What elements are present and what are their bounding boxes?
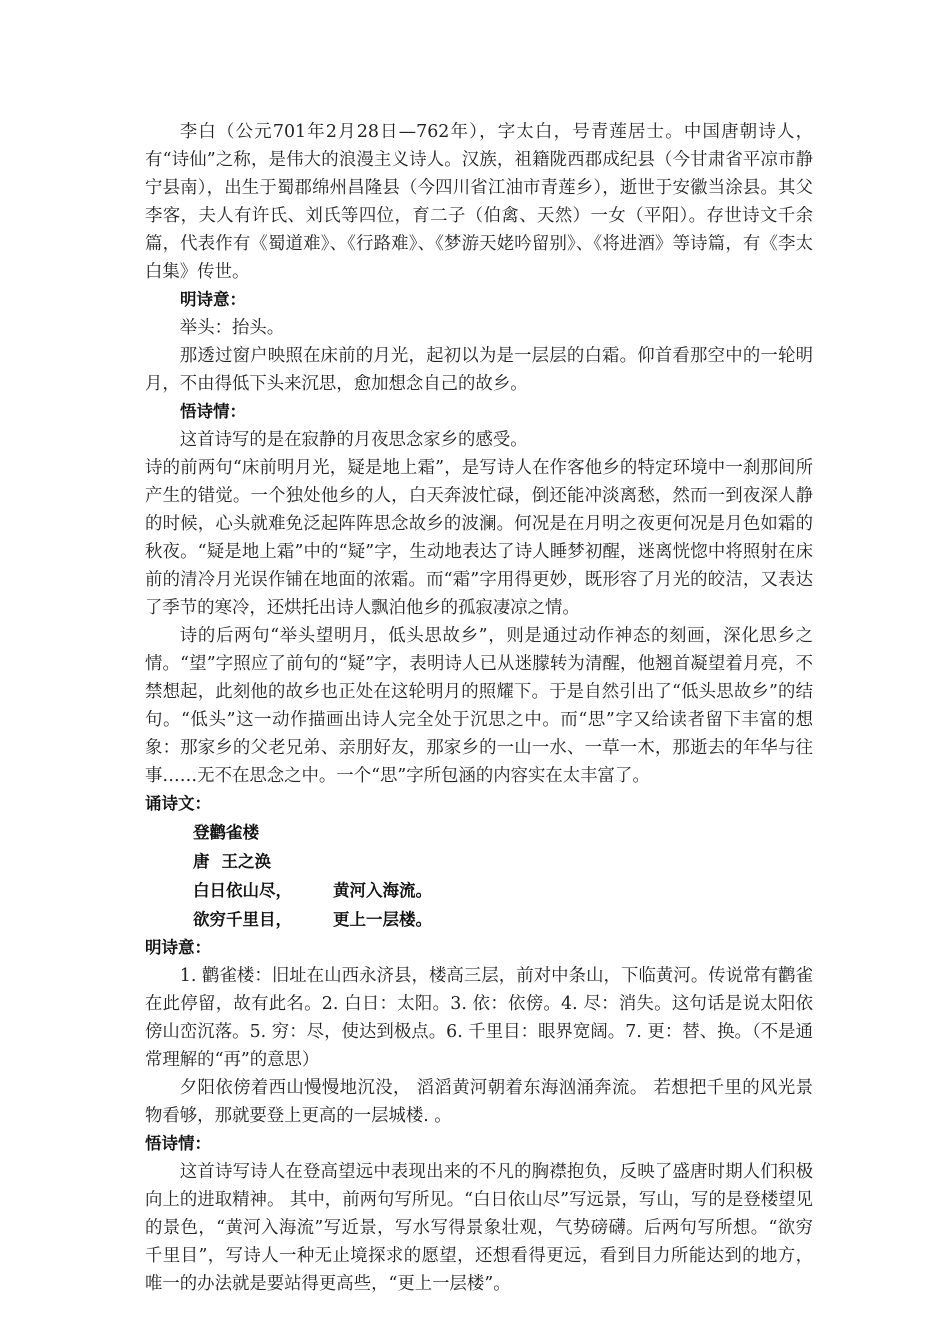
heading-meaning-1: 明诗意： <box>180 290 246 309</box>
poem-poet: 王之涣 <box>221 852 271 871</box>
feeling-paragraph-2: 诗的后两句“举头望明月，低头思故乡”，则是通过动作神态的刻画，深化思乡之情。“望”字照应了前句的“疑”字，表明诗人已从迷朦转为清醒，他翘首凝望着月亮，不禁想起，此刻他的故乡也正处在这轮明月的照耀下。于是自然引出了“低头思故乡”的结句。“低头”这一动作描画出诗人完全处于沉思之中。而“思”字又给读者留下丰富的想象：那家乡的父老兄弟、亲朋好友，那家乡的一山一水、一草一木，那逝去的年华与往事……无不在思念之中。一个“思”字所包涵的内容实在太丰富了。 <box>145 626 813 786</box>
poem-dynasty: 唐 <box>193 852 210 871</box>
intro-paragraph: 李白（公元701年2月28日—762年），字太白，号青莲居士。中国唐朝诗人，有“诗仙”之称，是伟大的浪漫主义诗人。汉族，祖籍陇西郡成纪县（今甘肃省平凉市静宁县南），出生于蜀郡绵州昌隆县（今四川省江油市青莲乡），逝世于安徽当涂县。其父李客，夫人有许氏、刘氏等四位，育二子（伯禽、天然）一女（平阳）。存世诗文千余篇，代表作有《蜀道难》、《行路难》、《梦游天姥吟留别》、《将进酒》等诗篇，有《李太白集》传世。 <box>145 122 813 282</box>
feeling-paragraph-3: 这首诗写诗人在登高望远中表现出来的不凡的胸襟抱负，反映了盛唐时期人们积极向上的进取精神。 其中，前两句写所见。“白日依山尽”写远景，写山，写的是登楼望见的景色，“黄河入海流”写近景，写水写得景象壮观，气势磅礴。后两句写所想。“欲穷千里目”，写诗人一种无止境探求的愿望，还想看得更远，看到目力所能达到的地方，唯一的办法就是要站得更高些，“更上一层楼”。 <box>145 1162 813 1294</box>
document-page <box>145 118 813 1298</box>
poem-line-2 <box>145 905 813 934</box>
feeling-paragraph-1: 诗的前两句“床前明月光，疑是地上霜”，是写诗人在作客他乡的特定环境中一刹那间所产生的错觉。一个独处他乡的人，白天奔波忙碌，倒还能冲淡离愁，然而一到夜深人静的时候，心头就难免泛起阵阵思念故乡的波澜。何况是在月明之夜更何况是月色如霜的秋夜。“疑是地上霜”中的“疑”字，生动地表达了诗人睡梦初醒，迷离恍惚中将照射在床前的清冷月光误作铺在地面的浓霜。而“霜”字用得更妙，既形容了月光的皎洁，又表达了季节的寒冷，还烘托出诗人飘泊他乡的孤寂凄凉之情。 <box>145 458 813 618</box>
feeling-intro-paragraph: 这首诗写的是在寂静的月夜思念家乡的感受。 <box>179 430 528 450</box>
heading-meaning-2: 明诗意： <box>145 938 211 957</box>
poem-title: 登鹳雀楼 <box>193 823 259 842</box>
poem-line-2-second: 更上一层楼。 <box>333 910 432 929</box>
heading-recite: 诵诗文： <box>145 794 211 813</box>
heading-feeling-2: 悟诗情： <box>145 1134 211 1153</box>
poem-line-2-first: 欲穷千里目， <box>193 910 292 929</box>
poem-author-line <box>145 847 813 876</box>
poem-line-1-first: 白日依山尽， <box>193 881 292 900</box>
poem-line-1 <box>145 876 813 905</box>
notes-paragraph-2: 1. 鹳雀楼：旧址在山西永济县，楼高三层，前对中条山，下临黄河。传说常有鹳雀在此停留，故有此名。2. 白日：太阳。3. 依：依傍。4. 尽：消失。这句话是说太阳依傍山峦沉落。5. 穷：尽，使达到极点。6. 千里目：眼界宽阔。7. 更：替、换。（不是通常理解的“再”的意思） <box>145 966 813 1070</box>
heading-feeling-1: 悟诗情： <box>180 402 246 421</box>
translation-paragraph-2: 夕阳依傍着西山慢慢地沉没， 滔滔黄河朝着东海汹涌奔流。 若想把千里的风光景物看够，那就要登上更高的一层城楼. 。 <box>145 1078 813 1126</box>
poem-line-1-second: 黄河入海流。 <box>333 881 432 900</box>
note-paragraph-1: 举头：抬头。 <box>179 318 285 338</box>
translation-paragraph-1: 那透过窗户映照在床前的月光，起初以为是一层层的白霜。仰首看那空中的一轮明月，不由得低下头来沉思，愈加想念自己的故乡。 <box>145 346 813 394</box>
